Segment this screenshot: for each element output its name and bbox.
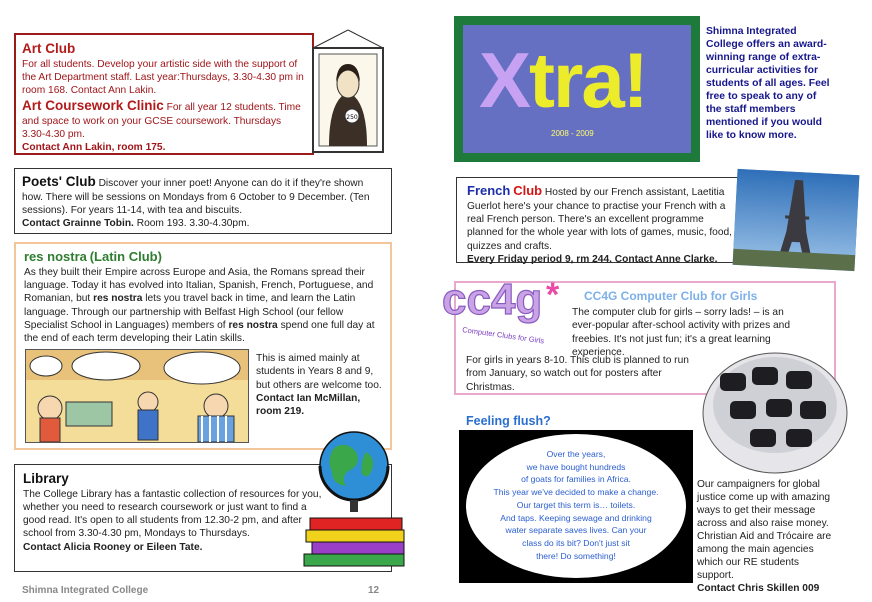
footer-school-name: Shimna Integrated College — [22, 585, 149, 596]
club-word: Club — [513, 183, 543, 198]
library-text: The College Library has a fantastic collection of resources for you, whether you need to research coursework or just want to find a good read. It's open to all students from 12.30-2 pm, and after school from 3.30-4.30 pm, Mondays to Thursdays. — [23, 488, 322, 540]
svg-text:cc4g: cc4g — [442, 275, 543, 324]
toilet-badge-illustration — [700, 341, 850, 481]
art-clinic-contact: Contact Ann Lakin, room 175. — [22, 142, 166, 154]
eiffel-tower-photo — [733, 169, 860, 271]
xtra-title: Xtra! — [479, 36, 647, 124]
poets-club-text: Discover your inner poet! Anyone can do it if they're shown how. There will be sessions on Mondays from 6 October to 9 December. (Ten sessions). For years 11-14, with tea and biscuits. — [22, 178, 370, 216]
svg-text:Computer Clubs for Girls: Computer Clubs for Girls — [461, 325, 545, 344]
french-contact: Every Friday period 9, rm 244. Contact Anne Clarke. — [467, 253, 718, 265]
svg-text:*: * — [546, 276, 560, 314]
feeling-flush-title: Feeling flush? — [466, 414, 551, 428]
art-clinic-title: Art Coursework Clinic — [22, 98, 164, 114]
intro-text: Shimna Integrated College offers an award-winning range of extra-curricular activities for students of all ages. Feel free to speak to any of the staff members mentioned if you would like to know more. — [706, 26, 830, 141]
cc4g-text-1: The computer club for girls – sorry lads! – is an ever-popular after-school activity with prizes and freebies. It's not just fun; it's a great learning experience. — [572, 307, 790, 358]
page-number: 12 — [368, 585, 380, 596]
library-contact: Contact Alicia Rooney or Eileen Tate. — [23, 541, 203, 553]
speech-bubble: Over the years, we have bought hundreds of goats for families in Africa. This year we've decided to make a change. Our target this term is… toilets. And taps. Keeping sewage and drinking water separate saves lives. Can your class do its bit? Don't just sit there! Do something! — [466, 434, 686, 578]
res-nostra-contact: Contact Ian McMillan, room 219. — [256, 392, 361, 417]
asterix-comic-illustration — [25, 349, 249, 443]
res-nostra-title: res nostra — [24, 249, 87, 264]
library-title: Library — [23, 471, 69, 486]
art-club-box — [14, 33, 314, 155]
cc4g-logo — [442, 274, 574, 344]
mona-lisa-illustration — [307, 28, 389, 156]
poets-club-contact: Contact Grainne Tobin. — [22, 218, 134, 230]
campaign-contact: Contact Chris Skillen 009 — [697, 582, 820, 594]
art-clinic-text: For all year 12 students. Time and space to work on your GCSE coursework. Thursdays 3.30-4.30 pm. — [22, 102, 301, 141]
svg-text:250: 250 — [346, 114, 358, 121]
poets-club-room: Room 193. 3.30-4.30pm. — [136, 218, 250, 230]
art-club-title: Art Club — [22, 41, 76, 56]
art-club-text: For all students. Develop your artistic side with the support of the Art Department staff. Last year:Thursdays, 3.30-4.30 pm in room 168. Contact Ann Lakin. — [22, 58, 304, 97]
french-title: French — [467, 183, 511, 198]
res-nostra-text: As they built their Empire across Europe and Asia, the Romans spread their language. Today it has evolved into Italian, Spanish, French, Portuguese, and Romanian, but res nostra lets you travel back in time, and learn the Latin language. Through our partnership with Belfast High School (our fellow Specialist School in Languages) members of res nostra spend one full day at the end of each term developing their Latin skills. — [24, 266, 375, 345]
xtra-banner — [454, 16, 700, 162]
french-text: Hosted by our French assistant, Laetitia Guerlot here's your chance to practise your French with a real French person. There's an excellent programme planned for the whole year with lots of games, music, food, quizzes and crafts. — [467, 187, 733, 252]
cc4g-text-2: For girls in years 8-10. This club is planned to run from January, so watch out for posters after Christmas. — [466, 355, 689, 393]
globe-books-illustration — [300, 418, 410, 576]
poets-club-box — [14, 168, 392, 234]
res-nostra-aside: This is aimed mainly at students in Years 8 and 9, but others are welcome too. — [256, 353, 382, 391]
poets-club-title: Poets' Club — [22, 174, 96, 189]
res-nostra-subtitle: (Latin Club) — [89, 249, 162, 264]
xtra-year: 2008 - 2009 — [551, 129, 594, 138]
cc4g-title: CC4G Computer Club for Girls — [584, 289, 758, 303]
campaign-text: Our campaigners for global justice come up with amazing ways to get their message across and also raise money. Christian Aid and Trócaire are among the main agencies which our RE students support. Contact Chris Skillen 009 — [697, 479, 837, 596]
